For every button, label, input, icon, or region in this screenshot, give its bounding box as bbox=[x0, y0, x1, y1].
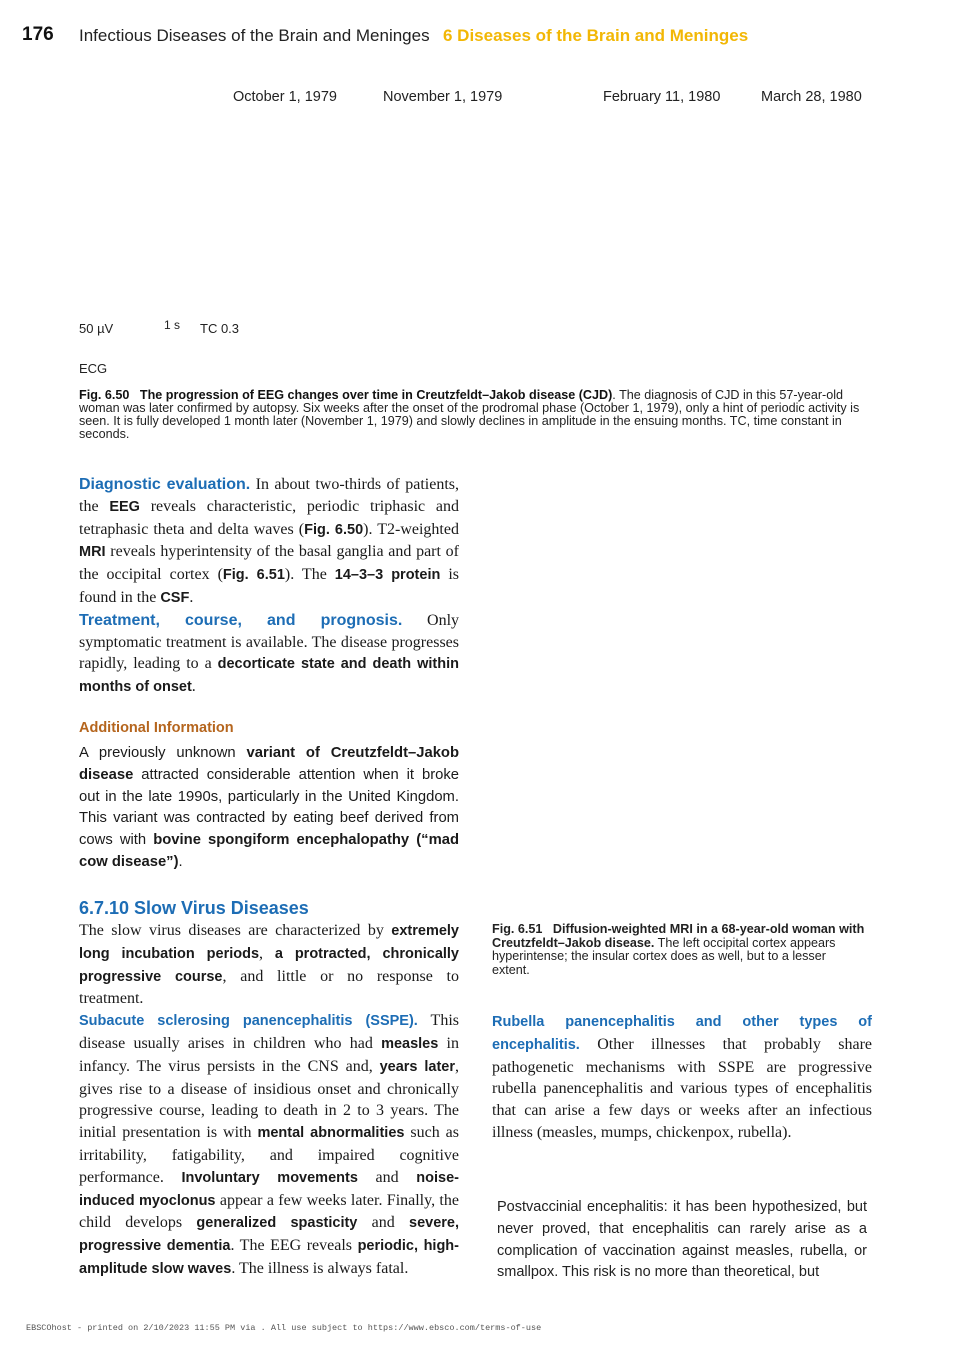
section-heading: 6.7.10 Slow Virus Diseases bbox=[79, 898, 309, 918]
diagnostic-heading: Diagnostic evaluation. bbox=[79, 476, 251, 493]
caption-text: . The diagnosis of CJD in this 57-year-old woman was later confirmed by autopsy. Six weeks after the onset of the prodromal phase (October 1, 1979), only a hint of periodic activity is seen. It is fully developed 1 month later (November 1, 1979) and slowly declines in amplitude in the ensuing months. TC, time constant in seconds. bbox=[79, 388, 860, 441]
additional-info-heading: Additional Information bbox=[79, 720, 234, 736]
figure-caption-6-51: Fig. 6.51 Diffusion-weighted MRI in a 68-year-old woman with Creutzfeldt–Jakob disease. The left occipital cortex appears hyperintense; the insular cortex does as well, but to a lesser extent. bbox=[492, 922, 865, 977]
figure-caption-6-50 bbox=[79, 389, 869, 441]
eeg-date-2: November 1, 1979 bbox=[383, 89, 503, 105]
rubella-heading: Rubella panencephalitis and other types of encephalitis. bbox=[492, 1014, 872, 1053]
page-number: 176 bbox=[22, 24, 54, 45]
caption-label: Fig. 6.50 bbox=[79, 388, 130, 402]
slow-virus-paragraph: The slow virus diseases are characterized by extremely long incubation periods, a protracted, chronically progressive course, and little or no response to treatment. Subacute sclerosing panencephalitis (SSPE). This disease usually arises in children who had measles in infancy. The virus persists in the CNS and, years later, gives rise to a disease of insidious onset and chronically progressive course, leading to death in 2 to 3 years. The initial presentation is with mental abnormalities such as irritability, fatigability, and impaired cognitive performance. Involuntary movements and noise-induced myoclonus appear a few weeks later. Finally, the child develops generalized spasticity and severe, progressive dementia. The EEG reveals periodic, high-amplitude slow waves. The illness is always fatal. bbox=[79, 922, 460, 1277]
scale-time-constant: TC 0.3 bbox=[200, 321, 240, 336]
rubella-paragraph: Rubella panencephalitis and other types of encephalitis. Other illnesses that probably share pathogenetic mechanisms with SSPE are progressive rubella panencephalitis and various types of encephalitis that can arise a few days or weeks after an infectious illness (measles, mumps, chickenpox, rubella). bbox=[492, 1014, 872, 1141]
caption-title: The progression of EEG changes over time in Creutzfeldt–Jakob disease (CJD) bbox=[139, 388, 613, 402]
treatment-heading: Treatment, course, and prognosis. bbox=[79, 611, 403, 629]
chapter-title: 6 Diseases of the Brain and Meninges bbox=[443, 26, 749, 45]
diagnostic-paragraph: Diagnostic evaluation. In about two-thirds of patients, the EEG reveals characteristic, periodic triphasic and tetraphasic theta and delta waves (Fig. 6.50). T2-weighted MRI reveals hyperintensity of the basal ganglia and part of the occipital cortex (Fig. 6.51). The 14–3–3 protein is found in the CSF. Treatment, course, and prognosis. Only symptomatic treatment is available. The disease progresses rapidly, leading to a decorticate state and death within months of onset. bbox=[79, 476, 460, 696]
running-title: Infectious Diseases of the Brain and Meninges bbox=[79, 26, 430, 45]
additional-info-body: A previously unknown variant of Creutzfeldt–Jakob disease attracted considerable attention when it broke out in the late 1990s, particularly in the United Kingdom. This variant was contracted by eating beef derived from cows with bovine spongiform encephalopathy (“mad cow disease”). bbox=[79, 745, 460, 870]
print-footer: EBSCOhost - printed on 2/10/2023 11:55 PM via . All use subject to https://www.ebsco.com/terms-of-use bbox=[26, 1323, 542, 1333]
eeg-date-4: March 28, 1980 bbox=[761, 89, 862, 105]
eeg-date-3: February 11, 1980 bbox=[603, 89, 721, 105]
scale-time: 1 s bbox=[164, 318, 181, 332]
eeg-date-1: October 1, 1979 bbox=[233, 89, 337, 105]
scale-amplitude: 50 µV bbox=[79, 321, 114, 336]
ecg-label: ECG bbox=[79, 361, 108, 376]
sspe-heading: Subacute sclerosing panencephalitis (SSPE). bbox=[79, 1013, 418, 1030]
postvaccinial-note: Postvaccinial encephalitis: it has been hypothesized, but never proved, that encephalitis can rarely arise as a complication of vaccination against measles, rubella, or smallpox. This risk is no more than theoretical, but bbox=[497, 1199, 867, 1281]
